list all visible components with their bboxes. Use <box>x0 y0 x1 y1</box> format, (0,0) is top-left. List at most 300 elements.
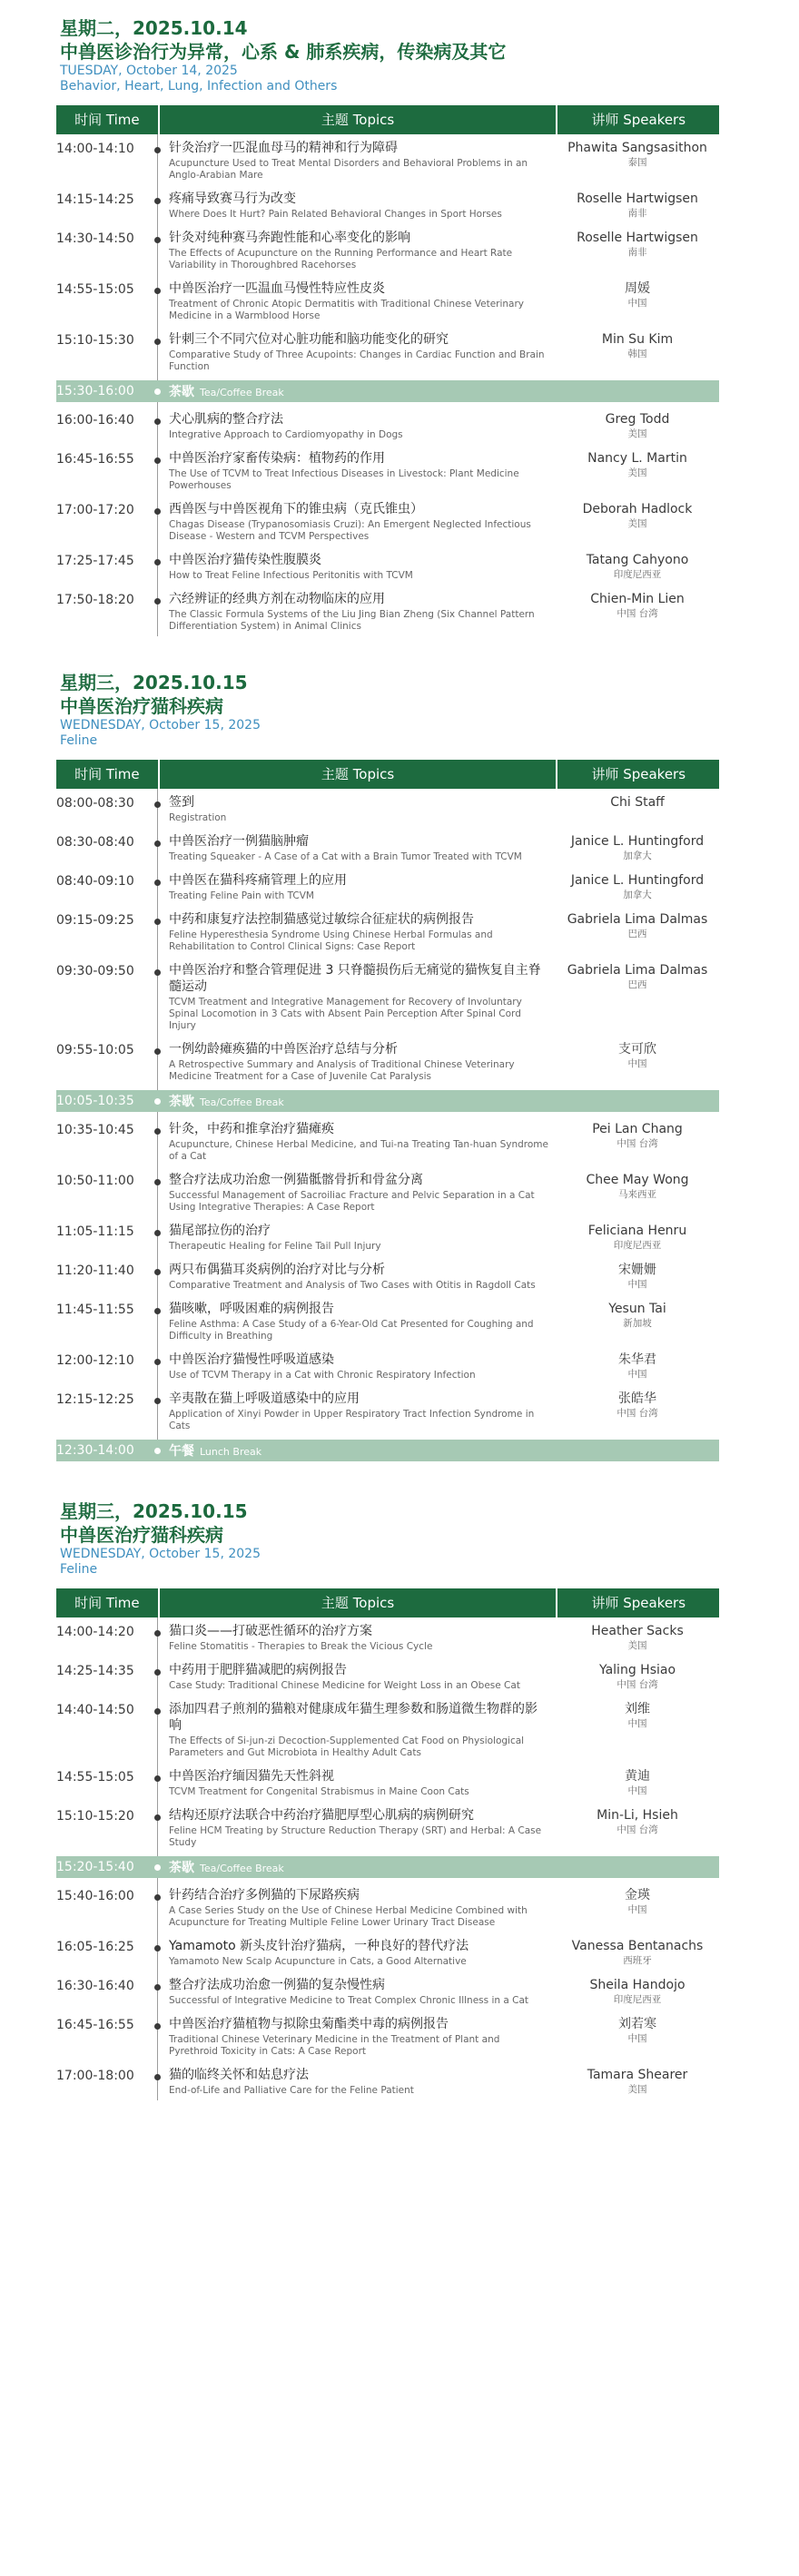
topic-title-zh: 疼痛导致赛马行为改变 <box>169 192 296 206</box>
topic-title-zh: 中兽医治疗家畜传染病：植物药的作用 <box>169 451 385 466</box>
speaker-country: 中国 <box>627 2033 647 2044</box>
speaker-name: 刘若寒 <box>618 2017 656 2031</box>
topic-title-zh: 中药和康复疗法控制猫感觉过敏综合征症状的病例报告 <box>169 912 474 927</box>
header-topics: 主题 Topics <box>160 105 558 134</box>
table-body <box>56 1617 719 2100</box>
schedule-section <box>0 654 799 1483</box>
topic-title-zh: 中兽医治疗猫植物与拟除虫菊酯类中毒的病例报告 <box>169 2017 449 2031</box>
header-speakers: 讲师 Speakers <box>591 1595 686 1611</box>
session-speaker <box>556 2011 719 2061</box>
speaker-country: 巴西 <box>627 929 647 939</box>
session-topic <box>158 906 556 957</box>
session-time: 16:00-16:40 <box>56 406 158 445</box>
section-header <box>0 654 799 760</box>
section-title: 中兽医诊治行为异常，心系 & 肺系疾病，传染病及其它 <box>60 41 507 63</box>
session-speaker <box>556 275 719 326</box>
topic-title-en: TCVM Treatment and Integrative Management for Recovery of Involuntary Spinal Locomotion in 3 Cats with Absent Pain Perception After Spinal Cord Injury <box>169 997 522 1031</box>
speaker-name: Heather Sacks <box>591 1624 684 1638</box>
header-speakers: 讲师 Speakers <box>591 766 686 782</box>
topic-title-en: A Case Series Study on the Use of Chinese Herbal Medicine Combined with Acupuncture for Treating Multiple Feline Lower Urinary Tract Disease <box>169 1905 528 1928</box>
speaker-name: Deborah Hadlock <box>582 502 693 516</box>
speaker-country: 美国 <box>627 2084 647 2095</box>
topic-title-en: Case Study: Traditional Chinese Medicine for Weight Loss in an Obese Cat <box>169 1680 520 1691</box>
speaker-country: 美国 <box>627 467 647 478</box>
topic-title-zh: 针药结合治疗多例猫的下尿路疾病 <box>169 1888 360 1903</box>
session-topic <box>158 406 556 445</box>
topic-title-zh: 中兽医治疗和整合管理促进 3 只脊髓损伤后无痛觉的猫恢复自主脊髓运动 <box>169 963 541 994</box>
session-time: 15:10-15:20 <box>56 1802 158 1853</box>
speaker-name: Min-Li, Hsieh <box>597 1808 678 1823</box>
topic-title-en: Feline Hyperesthesia Syndrome Using Chinese Herbal Formulas and Rehabilitation to Control Clinical Signs: Case Report <box>169 929 493 952</box>
speaker-name: Gabriela Lima Dalmas <box>567 912 708 927</box>
topic-title-zh: 猫尾部拉伤的治疗 <box>169 1224 271 1238</box>
break-label <box>158 1092 284 1110</box>
break-label-zh: 茶歇 <box>169 385 194 399</box>
session-time: 14:25-14:35 <box>56 1657 158 1696</box>
session-row <box>56 1696 719 1763</box>
session-time: 16:45-16:55 <box>56 2011 158 2061</box>
header-speakers: 讲师 Speakers <box>591 112 686 128</box>
speaker-country: 美国 <box>627 428 647 439</box>
speaker-country: 中国 <box>627 1058 647 1069</box>
break-time: 12:30-14:00 <box>56 1443 158 1458</box>
topic-title-zh: 中兽医治疗缅因猫先天性斜视 <box>169 1769 334 1784</box>
topic-title-en: Comparative Treatment and Analysis of Two Cases with Otitis in Ragdoll Cats <box>169 1280 536 1291</box>
topic-title-zh: 中药用于肥胖猫减肥的病例报告 <box>169 1663 347 1677</box>
session-topic <box>158 1696 556 1763</box>
table-header <box>56 760 719 789</box>
session-row <box>56 789 719 828</box>
session-topic <box>158 1763 556 1802</box>
header-time: 时间 Time <box>56 1588 160 1617</box>
speaker-country: 西班牙 <box>623 1955 652 1966</box>
topic-title-zh: 针灸对纯种赛马奔跑性能和心率变化的影响 <box>169 231 410 245</box>
session-topic <box>158 1166 556 1217</box>
session-time: 17:25-17:45 <box>56 546 158 585</box>
session-row <box>56 2061 719 2100</box>
session-speaker <box>556 1166 719 1217</box>
session-speaker <box>556 957 719 1036</box>
topic-title-zh: 中兽医治疗一例猫脑肿瘤 <box>169 834 309 849</box>
speaker-name: Phawita Sangsasithon <box>567 141 707 155</box>
session-speaker <box>556 1217 719 1256</box>
session-time: 15:40-16:00 <box>56 1882 158 1932</box>
break-label-en: Tea/Coffee Break <box>200 1863 284 1874</box>
topic-title-zh: 中兽医治疗猫传染性腹膜炎 <box>169 553 321 567</box>
speaker-name: Roselle Hartwigsen <box>577 192 698 206</box>
session-topic <box>158 1217 556 1256</box>
session-row <box>56 1036 719 1086</box>
break-time: 10:05-10:35 <box>56 1094 158 1108</box>
header-time: 时间 Time <box>56 760 160 789</box>
speaker-country: 中国 <box>627 1904 647 1915</box>
speaker-country: 美国 <box>627 518 647 529</box>
session-row <box>56 326 719 377</box>
speaker-name: Nancy L. Martin <box>587 451 687 466</box>
break-row <box>56 1090 719 1112</box>
session-topic <box>158 546 556 585</box>
session-speaker <box>556 1802 719 1853</box>
section-title: 中兽医治疗猫科疾病 <box>60 695 223 717</box>
topic-title-zh: Yamamoto 新头皮针治疗猫病，一种良好的替代疗法 <box>169 1939 469 1953</box>
speaker-country: 中国 台湾 <box>617 1824 658 1835</box>
session-row <box>56 1116 719 1166</box>
session-row <box>56 185 719 224</box>
session-time: 09:15-09:25 <box>56 906 158 957</box>
schedule-section <box>0 1483 799 2119</box>
break-label-zh: 茶歇 <box>169 1861 194 1875</box>
session-row <box>56 134 719 185</box>
session-topic <box>158 789 556 828</box>
session-time: 16:45-16:55 <box>56 445 158 496</box>
topic-title-en: Use of TCVM Therapy in a Cat with Chronic Respiratory Infection <box>169 1370 476 1381</box>
topic-title-en: The Classic Formula Systems of the Liu Jing Bian Zheng (Six Channel Pattern Differentiation System) in Animal Clinics <box>169 609 535 632</box>
speaker-name: Tamara Shearer <box>587 2068 688 2082</box>
section-header <box>0 1483 799 1588</box>
topic-title-en: Traditional Chinese Veterinary Medicine in the Treatment of Plant and Pyrethroid Toxicity in Cats: A Case Report <box>169 2034 500 2057</box>
session-topic <box>158 224 556 275</box>
speaker-name: 宋姗姗 <box>618 1263 656 1277</box>
session-speaker <box>556 867 719 906</box>
session-topic <box>158 1882 556 1932</box>
session-row <box>56 1217 719 1256</box>
speaker-name: 朱华君 <box>618 1352 656 1367</box>
section-header <box>0 0 799 105</box>
session-topic <box>158 1256 556 1295</box>
topic-title-en: Treating Squeaker - A Case of a Cat with a Brain Tumor Treated with TCVM <box>169 851 522 862</box>
topic-title-en: Yamamoto New Scalp Acupuncture in Cats, a Good Alternative <box>169 1956 467 1967</box>
topic-title-zh: 针刺三个不同穴位对心脏功能和脑功能变化的研究 <box>169 332 449 347</box>
session-speaker <box>556 326 719 377</box>
speaker-name: Gabriela Lima Dalmas <box>567 963 708 978</box>
session-speaker <box>556 1932 719 1971</box>
speaker-country: 马来西亚 <box>618 1189 656 1200</box>
topic-title-zh: 整合疗法成功治愈一例猫的复杂慢性病 <box>169 1978 385 1992</box>
session-row <box>56 1763 719 1802</box>
topic-title-zh: 六经辨证的经典方剂在动物临床的应用 <box>169 592 385 606</box>
speaker-name: Sheila Handojo <box>589 1978 686 1992</box>
session-row <box>56 1256 719 1295</box>
session-speaker <box>556 1617 719 1657</box>
break-label <box>158 1858 284 1876</box>
topic-title-zh: 签到 <box>169 795 194 810</box>
topic-title-en: Feline HCM Treating by Structure Reduction Therapy (SRT) and Herbal: A Case Study <box>169 1825 542 1848</box>
session-speaker <box>556 185 719 224</box>
topic-title-en: TCVM Treatment for Congenital Strabismus in Maine Coon Cats <box>169 1786 469 1797</box>
session-topic <box>158 326 556 377</box>
session-speaker <box>556 1116 719 1166</box>
topic-title-en: Treating Feline Pain with TCVM <box>169 890 314 901</box>
session-time: 14:00-14:20 <box>56 1617 158 1657</box>
session-time: 14:00-14:10 <box>56 134 158 185</box>
session-topic <box>158 134 556 185</box>
topic-title-zh: 两只布偶猫耳炎病例的治疗对比与分析 <box>169 1263 385 1277</box>
break-time: 15:20-15:40 <box>56 1860 158 1874</box>
speaker-name: Janice L. Huntingford <box>570 873 705 888</box>
session-speaker <box>556 1295 719 1346</box>
session-time: 17:00-17:20 <box>56 496 158 546</box>
table-header <box>56 1588 719 1617</box>
speaker-country: 加拿大 <box>623 890 652 900</box>
topic-title-en: Therapeutic Healing for Feline Tail Pull Injury <box>169 1241 381 1252</box>
topic-title-zh: 针灸，中药和推拿治疗猫瘫痪 <box>169 1122 334 1136</box>
topic-title-zh: 中兽医在猫科疼痛管理上的应用 <box>169 873 347 888</box>
session-topic <box>158 2011 556 2061</box>
session-row <box>56 1166 719 1217</box>
section-date-en: WEDNESDAY, October 15, 2025 <box>60 1547 261 1561</box>
speaker-name: 金瑛 <box>625 1888 650 1903</box>
speaker-country: 巴西 <box>627 979 647 990</box>
session-topic <box>158 1617 556 1657</box>
speaker-country: 新加坡 <box>623 1318 652 1329</box>
topic-title-zh: 整合疗法成功治愈一例猫骶髂骨折和骨盆分离 <box>169 1173 423 1187</box>
session-time: 15:10-15:30 <box>56 326 158 377</box>
speaker-name: Roselle Hartwigsen <box>577 231 698 245</box>
session-row <box>56 1295 719 1346</box>
session-speaker <box>556 496 719 546</box>
topic-title-en: Chagas Disease (Trypanosomiasis Cruzi): An Emergent Neglected Infectious Disease - Western and TCVM Perspectives <box>169 519 531 542</box>
break-row <box>56 1440 719 1461</box>
session-topic <box>158 1346 556 1385</box>
break-label <box>158 1441 261 1460</box>
session-row <box>56 275 719 326</box>
session-speaker <box>556 224 719 275</box>
topic-title-en: A Retrospective Summary and Analysis of Traditional Chinese Veterinary Medicine Treatment for a Case of Juvenile Cat Paralysis <box>169 1059 515 1082</box>
break-time: 15:30-16:00 <box>56 384 158 398</box>
speaker-country: 中国 台湾 <box>617 608 658 619</box>
session-row <box>56 1971 719 2011</box>
speaker-country: 中国 <box>627 1718 647 1729</box>
session-topic <box>158 585 556 636</box>
session-speaker <box>556 1385 719 1436</box>
session-speaker <box>556 546 719 585</box>
section-title-en: Feline <box>60 1562 98 1577</box>
topic-title-en: Feline Asthma: A Case Study of a 6-Year-Old Cat Presented for Coughing and Difficulty in Breathing <box>169 1319 534 1342</box>
topic-title-zh: 结构还原疗法联合中药治疗猫肥厚型心肌病的病例研究 <box>169 1808 474 1823</box>
section-date: 星期三，2025.10.15 <box>60 1500 248 1522</box>
session-time: 11:45-11:55 <box>56 1295 158 1346</box>
schedule-table <box>56 760 719 1461</box>
session-speaker <box>556 1657 719 1696</box>
session-time: 12:15-12:25 <box>56 1385 158 1436</box>
section-title-en: Behavior, Heart, Lung, Infection and Others <box>60 79 338 93</box>
break-row <box>56 1856 719 1878</box>
session-speaker <box>556 585 719 636</box>
speaker-name: Yaling Hsiao <box>598 1663 676 1677</box>
section-date-en: TUESDAY, October 14, 2025 <box>60 64 238 78</box>
session-time: 08:00-08:30 <box>56 789 158 828</box>
speaker-country: 中国 台湾 <box>617 1138 658 1149</box>
session-speaker <box>556 134 719 185</box>
speaker-country: 中国 <box>627 1785 647 1796</box>
topic-title-en: Successful of Integrative Medicine to Treat Complex Chronic Illness in a Cat <box>169 1995 529 2006</box>
speaker-name: Feliciana Henru <box>587 1224 687 1238</box>
session-topic <box>158 957 556 1036</box>
speaker-name: 支可欣 <box>618 1042 656 1057</box>
speaker-name: Pei Lan Chang <box>592 1122 683 1136</box>
session-time: 11:20-11:40 <box>56 1256 158 1295</box>
section-date-en: WEDNESDAY, October 15, 2025 <box>60 718 261 732</box>
session-row <box>56 957 719 1036</box>
session-time: 10:35-10:45 <box>56 1116 158 1166</box>
session-row <box>56 1346 719 1385</box>
session-time: 09:30-09:50 <box>56 957 158 1036</box>
session-speaker <box>556 789 719 828</box>
break-row <box>56 380 719 402</box>
speaker-name: 周媛 <box>625 281 650 296</box>
session-speaker <box>556 1346 719 1385</box>
session-row <box>56 546 719 585</box>
speaker-name: Min Su Kim <box>601 332 674 347</box>
session-speaker <box>556 1036 719 1086</box>
session-topic <box>158 1657 556 1696</box>
speaker-country: 美国 <box>627 1640 647 1651</box>
session-row <box>56 906 719 957</box>
session-topic <box>158 445 556 496</box>
speaker-name: 张皓华 <box>618 1391 656 1406</box>
session-row <box>56 1882 719 1932</box>
topic-title-zh: 添加四君子煎剂的猫粮对健康成年猫生理参数和肠道微生物群的影响 <box>169 1702 538 1733</box>
speaker-name: Vanessa Bentanachs <box>571 1939 704 1953</box>
session-time: 17:50-18:20 <box>56 585 158 636</box>
session-speaker <box>556 1256 719 1295</box>
topic-title-en: The Effects of Acupuncture on the Running Performance and Heart Rate Variability in Thoroughbred Racehorses <box>169 248 513 270</box>
speaker-country: 印度尼西亚 <box>613 1994 662 2005</box>
topic-title-zh: 中兽医治疗猫慢性呼吸道感染 <box>169 1352 334 1367</box>
speaker-country: 韩国 <box>627 349 647 359</box>
session-time: 16:05-16:25 <box>56 1932 158 1971</box>
speaker-name: 黄迪 <box>625 1769 650 1784</box>
table-body <box>56 134 719 636</box>
session-topic <box>158 496 556 546</box>
table-header <box>56 105 719 134</box>
speaker-country: 泰国 <box>627 157 647 168</box>
session-time: 10:50-11:00 <box>56 1166 158 1217</box>
section-date: 星期三，2025.10.15 <box>60 672 248 693</box>
session-time: 12:00-12:10 <box>56 1346 158 1385</box>
session-topic <box>158 1385 556 1436</box>
topic-title-en: How to Treat Feline Infectious Peritonitis with TCVM <box>169 570 413 581</box>
speaker-country: 南非 <box>627 247 647 258</box>
session-time: 14:40-14:50 <box>56 1696 158 1763</box>
break-label-en: Tea/Coffee Break <box>200 387 284 398</box>
session-time: 16:30-16:40 <box>56 1971 158 2011</box>
section-title-en: Feline <box>60 733 98 748</box>
session-row <box>56 1657 719 1696</box>
session-time: 14:15-14:25 <box>56 185 158 224</box>
session-speaker <box>556 1763 719 1802</box>
speaker-country: 印度尼西亚 <box>613 569 662 580</box>
break-label-en: Lunch Break <box>200 1446 262 1458</box>
session-topic <box>158 1295 556 1346</box>
speaker-country: 中国 <box>627 1369 647 1380</box>
speaker-country: 中国 台湾 <box>617 1408 658 1419</box>
break-label-zh: 茶歇 <box>169 1095 194 1109</box>
session-row <box>56 1617 719 1657</box>
session-topic <box>158 867 556 906</box>
topic-title-en: The Use of TCVM to Treat Infectious Diseases in Livestock: Plant Medicine Powerhouses <box>169 468 519 491</box>
header-topics: 主题 Topics <box>160 1588 558 1617</box>
topic-title-zh: 猫的临终关怀和姑息疗法 <box>169 2068 309 2082</box>
topic-title-en: Acupuncture Used to Treat Mental Disorders and Behavioral Problems in an Anglo-Arabian Mare <box>169 158 528 181</box>
session-time: 09:55-10:05 <box>56 1036 158 1086</box>
session-speaker <box>556 906 719 957</box>
topic-title-en: Application of Xinyi Powder in Upper Respiratory Tract Infection Syndrome in Cats <box>169 1409 535 1431</box>
session-row <box>56 406 719 445</box>
session-speaker <box>556 445 719 496</box>
topic-title-en: Feline Stomatitis - Therapies to Break the Vicious Cycle <box>169 1641 433 1652</box>
session-speaker <box>556 406 719 445</box>
session-row <box>56 585 719 636</box>
session-row <box>56 1802 719 1853</box>
header-time: 时间 Time <box>56 105 160 134</box>
table-body <box>56 789 719 1461</box>
topic-title-zh: 猫咳嗽，呼吸困难的病例报告 <box>169 1302 334 1316</box>
speaker-country: 南非 <box>627 208 647 219</box>
session-speaker <box>556 828 719 867</box>
speaker-country: 印度尼西亚 <box>613 1240 662 1251</box>
speaker-name: Chee May Wong <box>586 1173 689 1187</box>
break-label <box>158 382 284 400</box>
session-speaker <box>556 2061 719 2100</box>
topic-title-en: Acupuncture, Chinese Herbal Medicine, and Tui-na Treating Tan-huan Syndrome of a Cat <box>169 1139 548 1162</box>
speaker-name: Janice L. Huntingford <box>570 834 705 849</box>
session-row <box>56 496 719 546</box>
topic-title-zh: 猫口炎——打破恶性循环的治疗方案 <box>169 1624 372 1638</box>
header-topics: 主题 Topics <box>160 760 558 789</box>
session-time: 17:00-18:00 <box>56 2061 158 2100</box>
session-row <box>56 224 719 275</box>
session-row <box>56 2011 719 2061</box>
schedule-section <box>0 0 799 654</box>
session-speaker <box>556 1696 719 1763</box>
session-topic <box>158 828 556 867</box>
session-row <box>56 445 719 496</box>
session-time: 14:55-15:05 <box>56 275 158 326</box>
speaker-name: Greg Todd <box>605 412 670 427</box>
topic-title-en: Comparative Study of Three Acupoints: Changes in Cardiac Function and Brain Function <box>169 349 545 372</box>
topic-title-zh: 辛夷散在猫上呼吸道感染中的应用 <box>169 1391 360 1406</box>
break-label-en: Tea/Coffee Break <box>200 1096 284 1108</box>
session-time: 14:55-15:05 <box>56 1763 158 1802</box>
schedule-table <box>56 1588 719 2100</box>
session-time: 08:30-08:40 <box>56 828 158 867</box>
topic-title-en: Treatment of Chronic Atopic Dermatitis with Traditional Chinese Veterinary Medicine in a Warmblood Horse <box>169 299 525 321</box>
topic-title-zh: 西兽医与中兽医视角下的锥虫病（克氏锥虫） <box>169 502 423 516</box>
session-row <box>56 867 719 906</box>
session-topic <box>158 1802 556 1853</box>
session-topic <box>158 2061 556 2100</box>
session-speaker <box>556 1882 719 1932</box>
speaker-name: Chien-Min Lien <box>590 592 685 606</box>
break-label-zh: 午餐 <box>169 1444 194 1459</box>
topic-title-zh: 中兽医治疗一匹温血马慢性特应性皮炎 <box>169 281 385 296</box>
speaker-country: 中国 <box>627 1279 647 1290</box>
session-topic <box>158 185 556 224</box>
speaker-country: 中国 台湾 <box>617 1679 658 1690</box>
speaker-name: 刘维 <box>625 1702 650 1716</box>
speaker-country: 加拿大 <box>623 850 652 861</box>
session-time: 14:30-14:50 <box>56 224 158 275</box>
topic-title-en: Registration <box>169 812 227 823</box>
session-topic <box>158 1932 556 1971</box>
schedule-table <box>56 105 719 636</box>
session-speaker <box>556 1971 719 2011</box>
session-row <box>56 1385 719 1436</box>
topic-title-en: The Effects of Si-jun-zi Decoction-Supplemented Cat Food on Physiological Parameters and Gut Microbiota in Healthy Adult Cats <box>169 1735 525 1758</box>
topic-title-en: Where Does It Hurt? Pain Related Behavioral Changes in Sport Horses <box>169 209 502 220</box>
session-row <box>56 828 719 867</box>
